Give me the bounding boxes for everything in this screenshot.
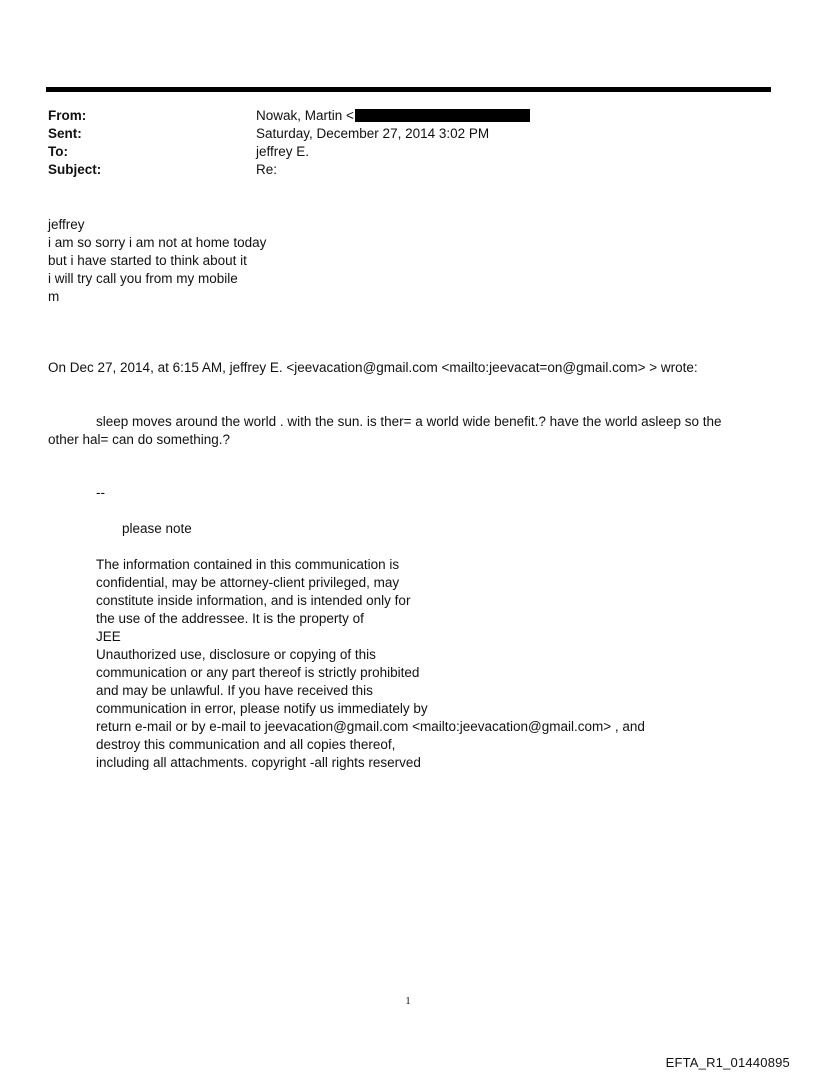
reply-body (48, 216, 266, 306)
subject-value: Re: (256, 162, 278, 177)
please-note-text: please note (122, 521, 192, 536)
disclaimer-line: the use of the addressee. It is the property of (96, 611, 364, 626)
quoted-line-2 (48, 431, 230, 449)
sent-label: Sent: (48, 126, 82, 141)
disclaimer-line: JEE (96, 629, 121, 644)
quoted-text: sleep moves around the world . with the sun. is ther= a world wide benefit.? have the world asleep so the (96, 414, 722, 429)
header-rule (46, 87, 771, 92)
quoted-line-1 (96, 413, 721, 431)
disclaimer-line: return e-mail or by e-mail to jeevacation@gmail.com <mailto:jeevacation@gmail.com> , and (96, 719, 645, 734)
reply-line: i am so sorry i am not at home today (48, 235, 267, 250)
reply-line: jeffrey (48, 217, 85, 232)
from-name: Nowak, Martin < (256, 108, 354, 123)
document-id: EFTA_R1_01440895 (665, 1055, 790, 1070)
from-value (256, 107, 676, 125)
from-label: From: (48, 108, 87, 123)
to-value: jeffrey E. (256, 144, 310, 159)
disclaimer-line: The information contained in this communication is (96, 557, 400, 572)
quote-intro-text: On Dec 27, 2014, at 6:15 AM, jeffrey E. <jeevacation@gmail.com <mailto:jeevacat=on@gmail.com> > wrote: (48, 360, 698, 375)
quote-intro (48, 359, 698, 377)
disclaimer (96, 556, 645, 772)
separator-text: -- (96, 485, 105, 500)
disclaimer-line: communication or any part thereof is strictly prohibited (96, 665, 420, 680)
disclaimer-line: constitute inside information, and is intended only for (96, 593, 411, 608)
disclaimer-line: confidential, may be attorney-client privileged, may (96, 575, 400, 590)
disclaimer-line: destroy this communication and all copies thereof, (96, 737, 396, 752)
sent-value: Saturday, December 27, 2014 3:02 PM (256, 126, 490, 141)
disclaimer-line: Unauthorized use, disclosure or copying of this (96, 647, 376, 662)
reply-line: but i have started to think about it (48, 253, 247, 268)
reply-line: m (48, 289, 60, 304)
please-note (122, 520, 192, 538)
reply-line: i will try call you from my mobile (48, 271, 238, 286)
disclaimer-line: including all attachments. copyright -all rights reserved (96, 755, 421, 770)
quoted-text: other hal= can do something.? (48, 432, 230, 447)
redaction-box (355, 109, 530, 122)
disclaimer-line: and may be unlawful. If you have received this (96, 683, 373, 698)
subject-label: Subject: (48, 162, 102, 177)
page-number: 1 (405, 995, 411, 1007)
disclaimer-line: communication in error, please notify us immediately by (96, 701, 428, 716)
signature-separator (96, 484, 105, 502)
to-label: To: (48, 144, 68, 159)
